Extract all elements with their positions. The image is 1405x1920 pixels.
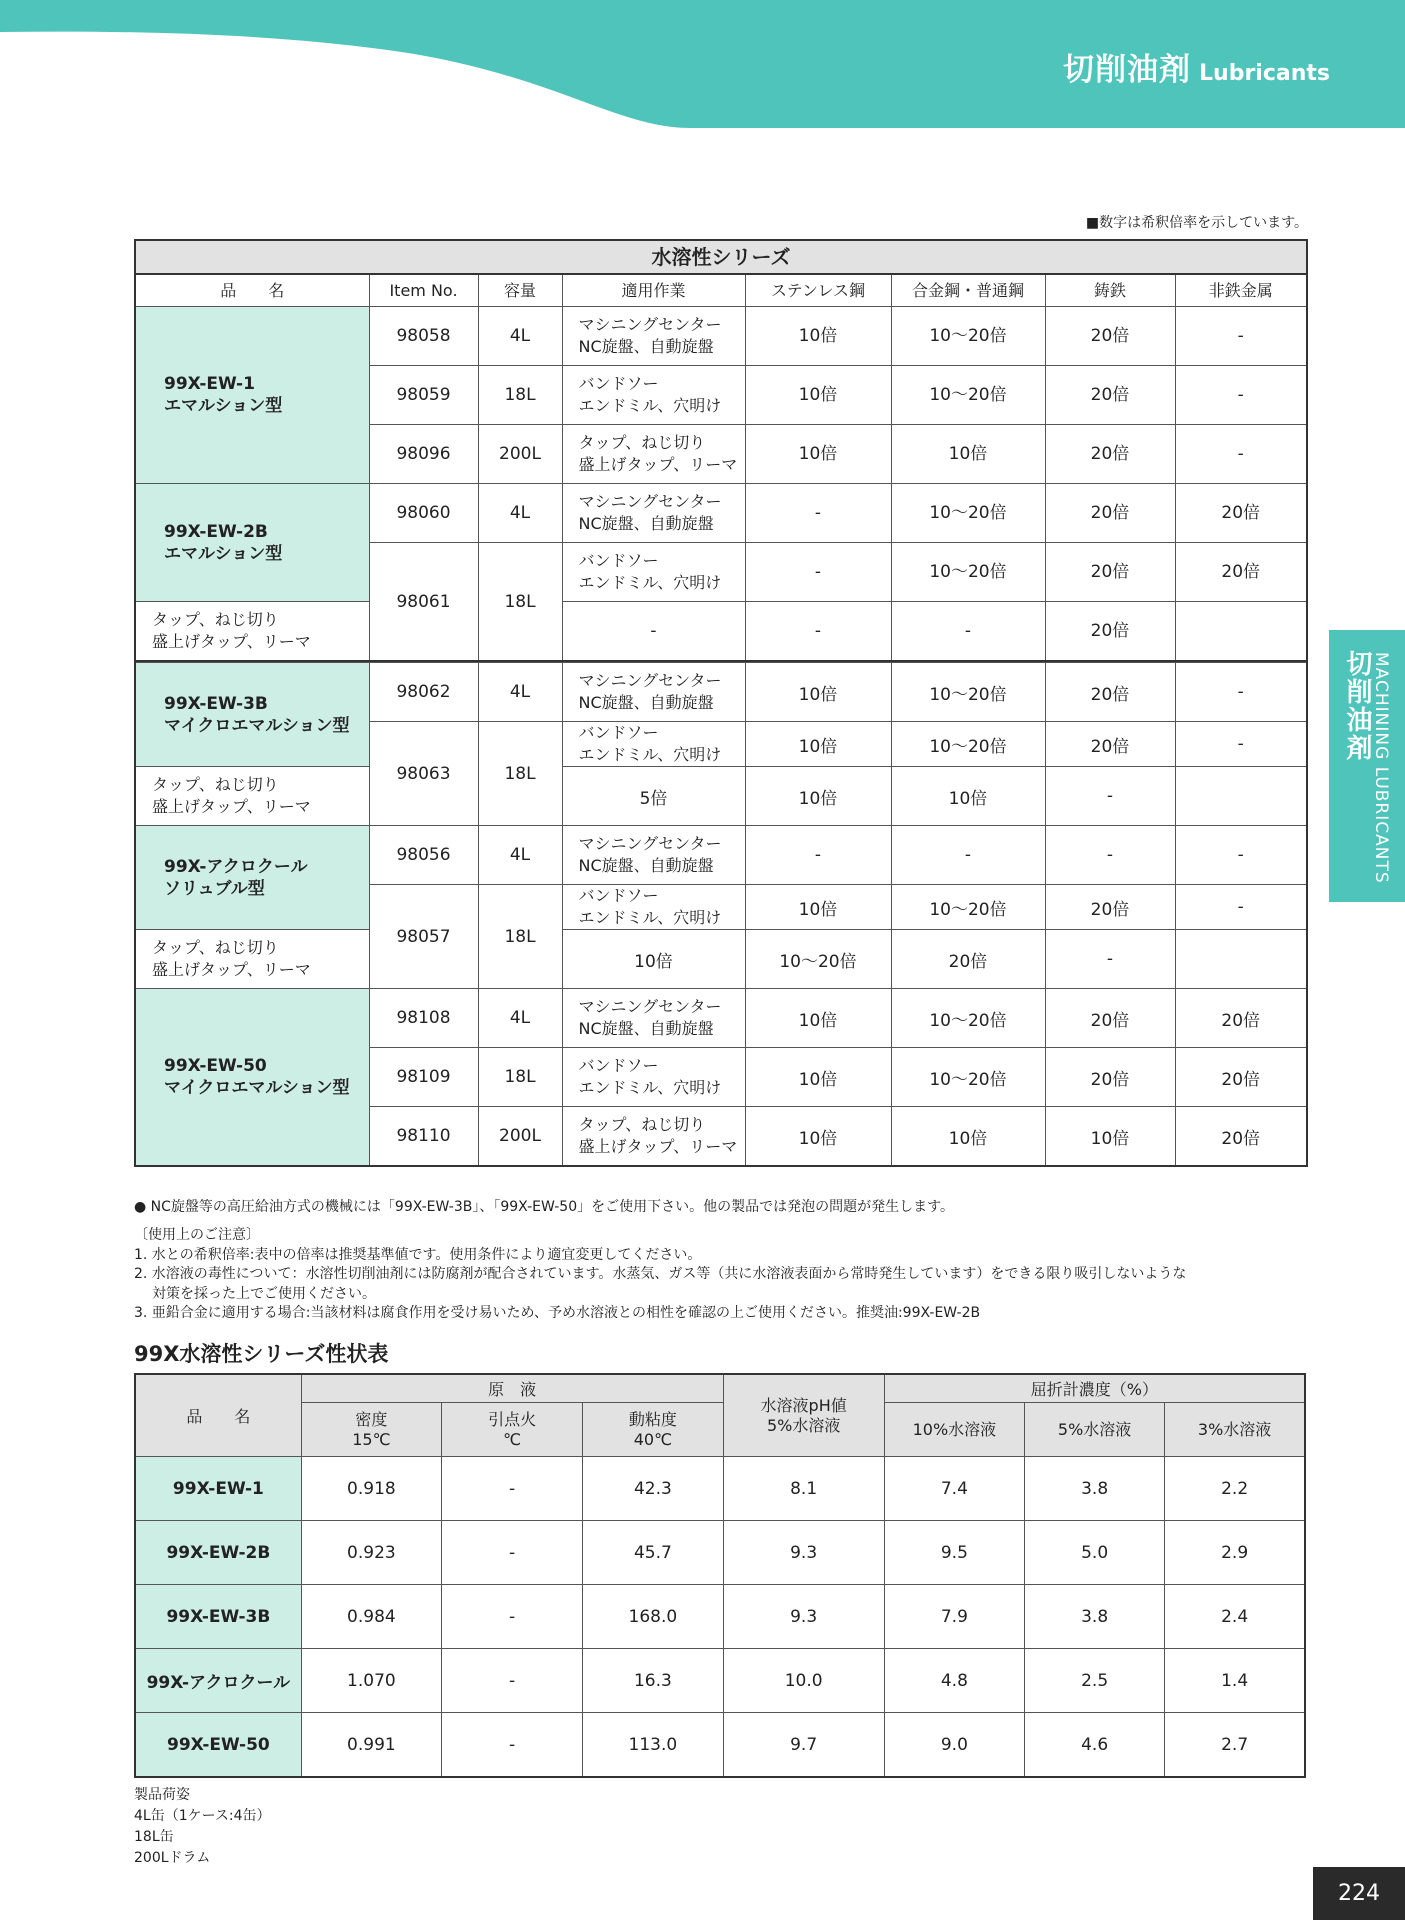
props-cell: 2.4 [1165, 1585, 1305, 1649]
table-row [135, 1649, 1305, 1713]
product-code: 99X-EW-1 [164, 374, 255, 394]
application-cell [562, 366, 745, 425]
ratio-cell: - [745, 543, 891, 602]
header-title [1063, 44, 1330, 89]
ratio-cell: 10倍 [745, 885, 891, 930]
application-line: 盛上げタップ、リーマ [152, 960, 311, 979]
item-no: 98057 [369, 885, 478, 989]
props-header-name: 品 名 [135, 1374, 301, 1457]
properties-table [134, 1373, 1306, 1778]
props-cell: 4.8 [884, 1649, 1024, 1713]
item-no: 98061 [369, 543, 478, 662]
ratio-cell: 10～20倍 [891, 484, 1045, 543]
ratio-cell: 20倍 [1045, 425, 1175, 484]
ratio-cell: 10～20倍 [891, 307, 1045, 366]
capacity: 4L [478, 307, 562, 366]
table-row [135, 602, 1307, 662]
application-line: タップ、ねじ切り [152, 938, 279, 957]
item-no: 98062 [369, 663, 478, 722]
product-type: ソリュブル型 [164, 878, 265, 899]
packaging-info [134, 1785, 271, 1869]
application-line: NC旋盤、自動旋盤 [578, 337, 714, 356]
application-line: バンドソー [578, 374, 659, 393]
application-line: エンドミル、穴明け [578, 1078, 722, 1097]
ratio-cell: 10倍 [745, 425, 891, 484]
ratio-cell: - [1045, 767, 1175, 826]
props-cell: 3.8 [1025, 1457, 1165, 1521]
application-cell [562, 1048, 745, 1107]
ratio-cell: - [1175, 663, 1307, 722]
ratio-cell: 20倍 [1175, 484, 1307, 543]
props-header-c3: 3%水溶液 [1165, 1403, 1305, 1457]
application-line: NC旋盤、自動旋盤 [578, 693, 714, 712]
application-line: バンドソー [578, 723, 659, 742]
capacity: 4L [478, 663, 562, 722]
application-cell [562, 1107, 745, 1167]
application-cell [562, 826, 745, 885]
capacity: 200L [478, 1107, 562, 1167]
props-cell: 113.0 [583, 1713, 723, 1778]
props-cell: - [442, 1585, 583, 1649]
application-line: NC旋盤、自動旋盤 [578, 514, 714, 533]
product-name-cell [135, 826, 369, 930]
ratio-cell: 10倍 [891, 767, 1045, 826]
product-code: 99X-EW-2B [164, 521, 268, 542]
props-cell: 42.3 [583, 1457, 723, 1521]
application-line: エンドミル、穴明け [578, 745, 722, 764]
props-cell: 2.7 [1165, 1713, 1305, 1778]
page-number: 224 [1313, 1867, 1405, 1920]
application-line: 盛上げタップ、リーマ [152, 797, 311, 816]
product-name-cell [135, 989, 369, 1167]
props-header-refractometer: 屈折計濃度（%） [884, 1374, 1305, 1403]
col-header-alloy-steel: 合金鋼・普通鋼 [891, 274, 1045, 307]
usage-note-item: 3. 亜鉛合金に適用する場合:当該材料は腐食作用を受け易いため、予め水溶液との相性を確認の上ご使用ください。推奨油:99X-EW-2B [134, 1305, 981, 1321]
application-cell [135, 602, 369, 662]
ratio-cell: 20倍 [1175, 543, 1307, 602]
table-row [135, 1521, 1305, 1585]
product-code: 99X-アクロクール [164, 856, 308, 877]
props-header-ph-line: 5%水溶液 [766, 1415, 841, 1435]
application-cell [562, 989, 745, 1048]
ratio-cell: 20倍 [1045, 484, 1175, 543]
ratio-cell: - [1175, 826, 1307, 885]
ratio-cell: 10倍 [745, 307, 891, 366]
props-cell: 9.7 [723, 1713, 884, 1778]
header-line: ℃ [503, 1429, 522, 1449]
ratio-cell: - [1175, 885, 1307, 930]
props-cell: 2.5 [1025, 1649, 1165, 1713]
application-line: タップ、ねじ切り [152, 610, 279, 629]
table-row [135, 1457, 1305, 1521]
application-line: エンドミル、穴明け [578, 396, 722, 415]
application-line: タップ、ねじ切り [578, 433, 706, 452]
ratio-cell: 20倍 [1045, 307, 1175, 366]
application-line: NC旋盤、自動旋盤 [578, 1019, 714, 1038]
ratio-cell: 20倍 [1045, 602, 1175, 662]
application-line: 盛上げタップ、リーマ [578, 455, 738, 474]
props-cell: 2.2 [1165, 1457, 1305, 1521]
props-cell: 1.4 [1165, 1649, 1305, 1713]
props-header-viscosity [583, 1403, 723, 1457]
side-tab-en: MACHINING LUBRICANTS [1371, 652, 1391, 884]
product-code: 99X-EW-50 [164, 1056, 267, 1076]
ratio-cell: 20倍 [1045, 722, 1175, 767]
props-cell: 5.0 [1025, 1521, 1165, 1585]
ratio-cell: - [745, 484, 891, 543]
item-no: 98058 [369, 307, 478, 366]
packaging-item: 18L缶 [134, 1829, 174, 1845]
capacity: 18L [478, 885, 562, 989]
ratio-cell: 10～20倍 [891, 722, 1045, 767]
props-product-name: 99X-EW-2B [135, 1521, 301, 1585]
table-row [135, 307, 1307, 366]
props-product-name: 99X-アクロクール [135, 1649, 301, 1713]
item-no: 98056 [369, 826, 478, 885]
table-row [135, 989, 1307, 1048]
ratio-cell: - [745, 826, 891, 885]
ratio-cell: - [562, 602, 745, 662]
props-cell: 9.3 [723, 1521, 884, 1585]
application-line: 盛上げタップ、リーマ [578, 1137, 738, 1156]
ratio-cell: 10～20倍 [745, 930, 891, 989]
product-name-cell [135, 307, 369, 484]
ratio-cell: 20倍 [1175, 1048, 1307, 1107]
usage-notes [134, 1226, 1186, 1324]
props-cell: - [442, 1649, 583, 1713]
ratio-cell: 20倍 [891, 930, 1045, 989]
application-cell [562, 425, 745, 484]
props-cell: - [442, 1457, 583, 1521]
ratio-cell: 10～20倍 [891, 663, 1045, 722]
ratio-cell: 10倍 [745, 1048, 891, 1107]
ratio-cell: 20倍 [1045, 543, 1175, 602]
props-cell: 16.3 [583, 1649, 723, 1713]
ratio-cell: 10倍 [745, 722, 891, 767]
props-product-name: 99X-EW-1 [135, 1457, 301, 1521]
application-cell [562, 722, 745, 767]
props-cell: 0.923 [301, 1521, 441, 1585]
ratio-cell: - [891, 826, 1045, 885]
item-no: 98108 [369, 989, 478, 1048]
ratio-cell: 10倍 [745, 663, 891, 722]
series-title: 水溶性シリーズ [135, 240, 1307, 274]
ratio-cell: 20倍 [1175, 1107, 1307, 1167]
props-header-genki: 原 液 [301, 1374, 723, 1403]
product-name-cell [135, 484, 369, 602]
props-header-ph-line: 水溶液pH値 [760, 1395, 847, 1415]
capacity: 18L [478, 722, 562, 826]
application-cell [135, 767, 369, 826]
product-type: マイクロエマルション型 [164, 1078, 350, 1098]
col-header-stainless: ステンレス鋼 [745, 274, 891, 307]
usage-note-item: 対策を採った上でご使用ください。 [152, 1285, 376, 1302]
ratio-cell: 10倍 [745, 366, 891, 425]
ratio-cell: - [1045, 826, 1175, 885]
col-header-cast-iron: 鋳鉄 [1045, 274, 1175, 307]
application-cell [135, 930, 369, 989]
ratio-cell: 10倍 [891, 1107, 1045, 1167]
application-line: マシニングセンター [578, 492, 722, 511]
product-name-cell [135, 663, 369, 767]
application-line: マシニングセンター [578, 997, 722, 1016]
table-row [135, 826, 1307, 885]
table-row [135, 1713, 1305, 1778]
props-cell: 4.6 [1025, 1713, 1165, 1778]
col-header-item-no: Item No. [369, 274, 478, 307]
props-cell: 0.918 [301, 1457, 441, 1521]
props-cell: 9.5 [884, 1521, 1024, 1585]
capacity: 200L [478, 425, 562, 484]
ratio-cell: 20倍 [1175, 989, 1307, 1048]
application-line: マシニングセンター [578, 834, 722, 853]
capacity: 4L [478, 989, 562, 1048]
ratio-cell: 10倍 [745, 989, 891, 1048]
capacity: 4L [478, 484, 562, 543]
col-header-nonferrous: 非鉄金属 [1175, 274, 1307, 307]
product-code: 99X-EW-3B [164, 693, 268, 714]
table-row [135, 930, 1307, 989]
props-cell: 168.0 [583, 1585, 723, 1649]
header-line: 密度 [355, 1409, 388, 1429]
capacity: 18L [478, 366, 562, 425]
ratio-cell: - [1045, 930, 1175, 989]
application-line: バンドソー [578, 551, 659, 570]
ratio-cell: 20倍 [1045, 885, 1175, 930]
product-type: エマルション型 [164, 396, 283, 416]
props-cell: 3.8 [1025, 1585, 1165, 1649]
application-cell [562, 885, 745, 930]
props-cell: 0.984 [301, 1585, 441, 1649]
side-tab-jp: 切削油剤 [1342, 650, 1372, 762]
ratio-cell: - [1175, 307, 1307, 366]
properties-header-row [135, 1374, 1305, 1403]
header-line: 40℃ [633, 1429, 673, 1449]
application-cell [562, 543, 745, 602]
props-cell: - [442, 1713, 583, 1778]
ratio-cell: 10～20倍 [891, 885, 1045, 930]
usage-note-item: 1. 水との希釈倍率:表中の倍率は推奨基準値です。使用条件により適宜変更してください。 [134, 1246, 702, 1263]
ratio-cell: 10倍 [745, 1107, 891, 1167]
application-line: タップ、ねじ切り [578, 1115, 706, 1134]
side-tab [1329, 630, 1405, 902]
high-pressure-footnote: ● NC旋盤等の高圧給油方式の機械には「99X-EW-3B」、「99X-EW-50」をご使用下さい。他の製品では発泡の問題が発生します。 [134, 1199, 954, 1215]
props-product-name: 99X-EW-50 [135, 1713, 301, 1778]
ratio-cell: 10～20倍 [891, 1048, 1045, 1107]
header-title-en: Lubricants [1199, 61, 1330, 86]
ratio-cell: - [745, 602, 891, 662]
application-cell [562, 663, 745, 722]
props-cell: 7.9 [884, 1585, 1024, 1649]
application-cell [562, 307, 745, 366]
ratio-cell: - [1175, 366, 1307, 425]
ratio-cell: 10倍 [745, 767, 891, 826]
props-cell: 1.070 [301, 1649, 441, 1713]
item-no: 98063 [369, 722, 478, 826]
props-cell: 45.7 [583, 1521, 723, 1585]
product-type: エマルション型 [164, 543, 283, 564]
header-line: 動粘度 [628, 1409, 677, 1429]
usage-note-item: 2. 水溶液の毒性について：水溶性切削油剤には防腐剤が配合されています。水蒸気、ガス等（共に水溶液表面から常時発生しています）をできる限り吸引しないような [134, 1266, 1187, 1282]
props-header-c5: 5%水溶液 [1025, 1403, 1165, 1457]
ratio-cell: 20倍 [1045, 989, 1175, 1048]
props-cell: 10.0 [723, 1649, 884, 1713]
application-line: マシニングセンター [578, 315, 722, 334]
table-row [135, 1585, 1305, 1649]
packaging-item: 4L缶（1ケース:4缶） [134, 1808, 271, 1824]
props-header-density [301, 1403, 441, 1457]
props-header-flash [442, 1403, 583, 1457]
col-header-name: 品 名 [135, 274, 369, 307]
properties-section-title: 99X水溶性シリーズ性状表 [134, 1342, 389, 1366]
capacity: 18L [478, 1048, 562, 1107]
capacity: 18L [478, 543, 562, 662]
application-cell [562, 484, 745, 543]
dilution-note: ■数字は希釈倍率を示しています。 [1085, 215, 1308, 231]
application-line: バンドソー [578, 1056, 659, 1075]
header-title-jp: 切削油剤 [1063, 52, 1192, 88]
props-cell: - [442, 1521, 583, 1585]
ratio-cell: 10～20倍 [891, 989, 1045, 1048]
props-header-ph [723, 1374, 884, 1457]
col-header-application: 適用作業 [562, 274, 745, 307]
application-line: タップ、ねじ切り [152, 775, 279, 794]
water-soluble-series-table-continued [134, 662, 1308, 1167]
capacity: 4L [478, 826, 562, 885]
item-no: 98060 [369, 484, 478, 543]
packaging-title: 製品荷姿 [134, 1787, 190, 1803]
application-line: マシニングセンター [578, 671, 722, 690]
ratio-cell: 10倍 [891, 425, 1045, 484]
ratio-cell: - [1175, 722, 1307, 767]
ratio-cell: 10～20倍 [891, 543, 1045, 602]
ratio-cell: - [891, 602, 1045, 662]
props-cell: 0.991 [301, 1713, 441, 1778]
application-line: エンドミル、穴明け [578, 573, 722, 592]
props-cell: 8.1 [723, 1457, 884, 1521]
packaging-item: 200Lドラム [134, 1850, 211, 1866]
col-header-capacity: 容量 [478, 274, 562, 307]
column-header-row [135, 274, 1307, 307]
header-line: 引点火 [488, 1409, 537, 1429]
application-line: バンドソー [578, 886, 659, 905]
application-line: 盛上げタップ、リーマ [152, 632, 311, 651]
ratio-cell: 20倍 [1045, 663, 1175, 722]
ratio-cell: 20倍 [1045, 1048, 1175, 1107]
water-soluble-series-table [134, 239, 1308, 662]
item-no: 98109 [369, 1048, 478, 1107]
ratio-cell: - [1175, 425, 1307, 484]
table-row [135, 663, 1307, 722]
props-cell: 9.0 [884, 1713, 1024, 1778]
usage-notes-title: 〔使用上のご注意〕 [134, 1227, 260, 1243]
ratio-cell: 10～20倍 [891, 366, 1045, 425]
item-no: 98110 [369, 1107, 478, 1167]
product-type: マイクロエマルション型 [164, 715, 350, 736]
props-cell: 7.4 [884, 1457, 1024, 1521]
properties-subheader-row [135, 1403, 1305, 1457]
props-cell: 9.3 [723, 1585, 884, 1649]
item-no: 98096 [369, 425, 478, 484]
application-line: エンドミル、穴明け [578, 908, 722, 927]
props-header-c10: 10%水溶液 [884, 1403, 1024, 1457]
props-cell: 2.9 [1165, 1521, 1305, 1585]
ratio-cell: 10倍 [1045, 1107, 1175, 1167]
application-line: NC旋盤、自動旋盤 [578, 856, 714, 875]
table-row [135, 767, 1307, 826]
item-no: 98059 [369, 366, 478, 425]
header-line: 15℃ [352, 1429, 391, 1449]
table-row [135, 484, 1307, 543]
ratio-cell: 10倍 [562, 930, 745, 989]
ratio-cell: 5倍 [562, 767, 745, 826]
ratio-cell: 20倍 [1045, 366, 1175, 425]
props-product-name: 99X-EW-3B [135, 1585, 301, 1649]
